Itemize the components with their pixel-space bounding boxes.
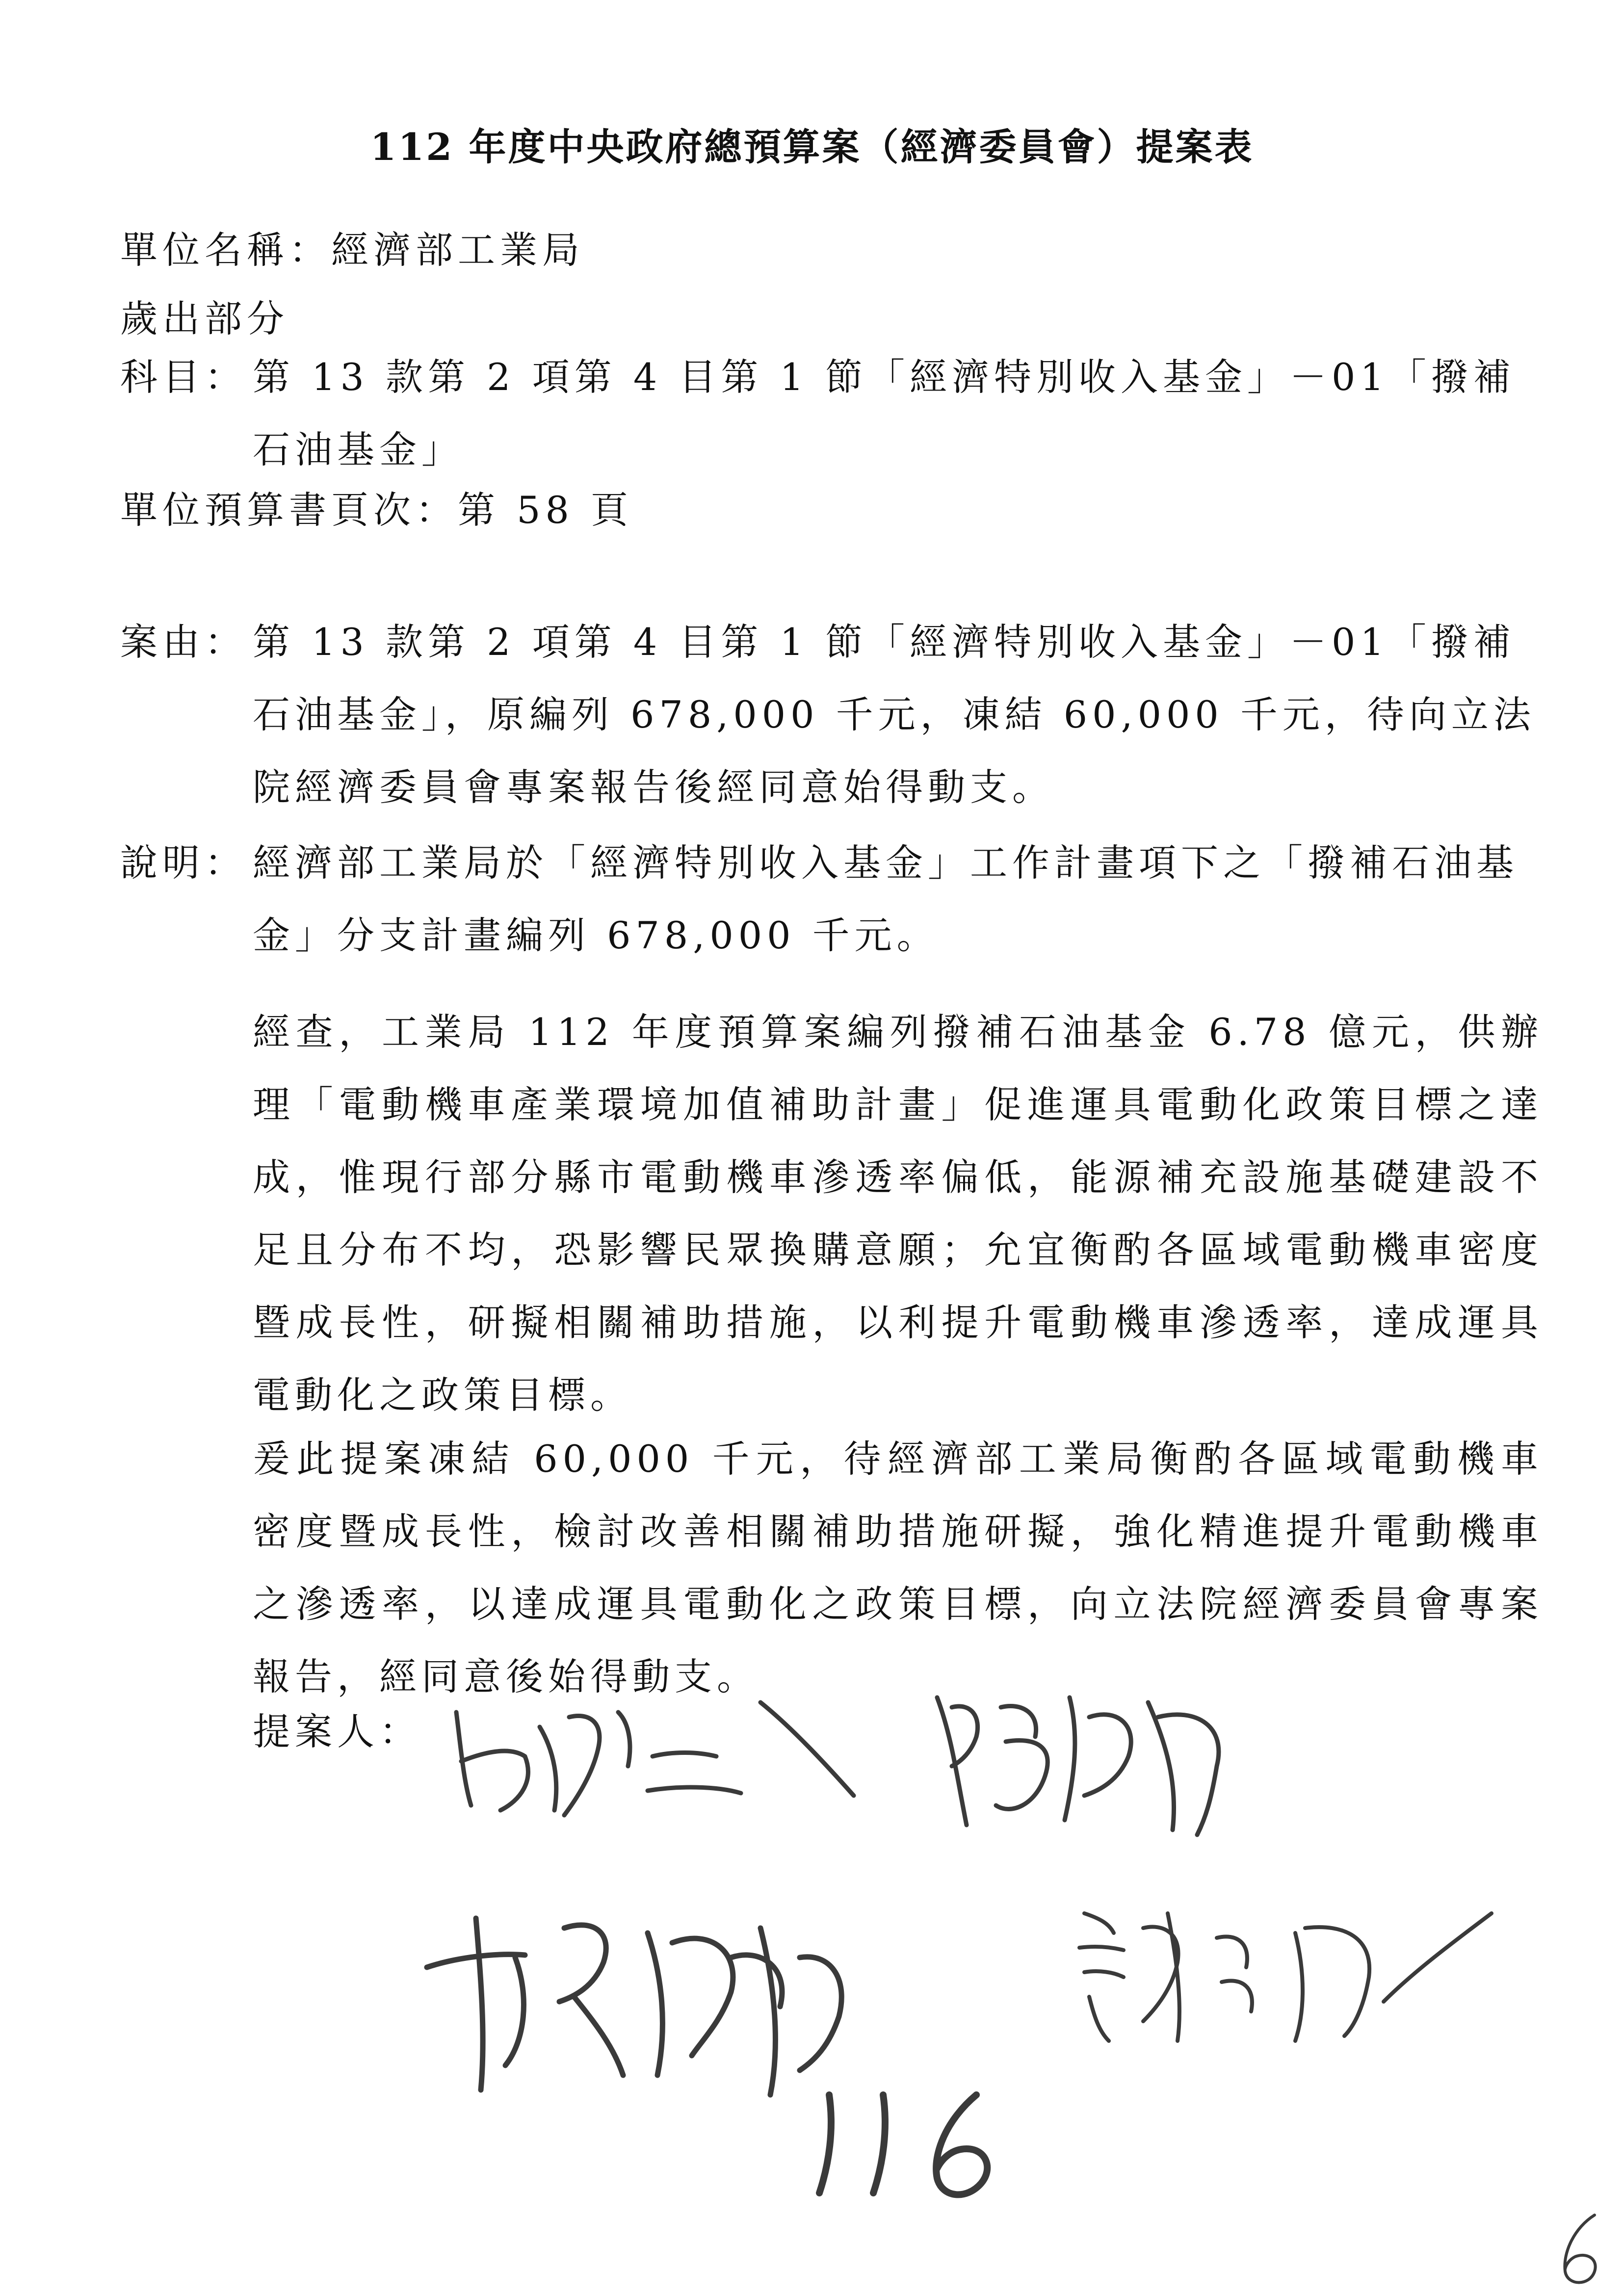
document-title: 112 年度中央政府總預算案（經濟委員會）提案表 bbox=[370, 125, 1254, 169]
explanation-paragraph-3: 爰此提案凍結 60,000 千元，待經濟部工業局衡酌各區域電動機車密度暨成長性，檢討改善相關補助措施研擬，強化精進提升電動機車之滲透率，以達成運具電動化之政策目標，向立法院經濟委員會專案報告，經同意後始得動支。 bbox=[253, 1437, 1543, 1698]
case-label: 案由： bbox=[120, 620, 247, 664]
budget-page-ref: 單位預算書頁次：第 58 頁 bbox=[120, 488, 633, 532]
signature-4 bbox=[1070, 1894, 1501, 2051]
proposer-label: 提案人： bbox=[253, 1710, 421, 1753]
explanation-row bbox=[120, 827, 1543, 972]
signature-3 bbox=[417, 1899, 908, 2105]
handwritten-page-number bbox=[800, 2085, 1025, 2203]
subject-row bbox=[120, 341, 1543, 486]
handwritten-page-mark bbox=[1545, 2208, 1614, 2291]
unit-name: 單位名稱：經濟部工業局 bbox=[120, 228, 584, 272]
subject-text: 第 13 款第 2 項第 4 目第 1 節「經濟特別收入基金」－01「撥補石油基金」 bbox=[253, 355, 1516, 471]
expenditure-section: 歲出部分 bbox=[120, 297, 289, 340]
case-text: 第 13 款第 2 項第 4 目第 1 節「經濟特別收入基金」－01「撥補石油基金」，原編列 678,000 千元，凍結 60,000 千元，待向立法院經濟委員會專案報告後經同意始得動支。 bbox=[253, 620, 1536, 809]
signature-1 bbox=[442, 1683, 864, 1845]
explanation-label: 說明： bbox=[120, 841, 247, 885]
explanation-text: 經濟部工業局於「經濟特別收入基金」工作計畫項下之「撥補石油基金」分支計畫編列 678,000 千元。 bbox=[253, 841, 1519, 957]
explanation-paragraph-2: 經查，工業局 112 年度預算案編列撥補石油基金 6.78 億元，供辦理「電動機車產業環境加值補助計畫」促進運具電動化政策目標之達成，惟現行部分縣市電動機車滲透率偏低，能源補充設施基礎建設不足且分布不均，恐影響民眾換購意願；允宜衡酌各區域電動機車密度暨成長性，研擬相關補助措施，以利提升電動機車滲透率，達成運具電動化之政策目標。 bbox=[253, 1010, 1543, 1417]
case-row bbox=[120, 606, 1543, 824]
subject-label: 科目： bbox=[120, 355, 247, 399]
signature-2 bbox=[922, 1678, 1246, 1840]
